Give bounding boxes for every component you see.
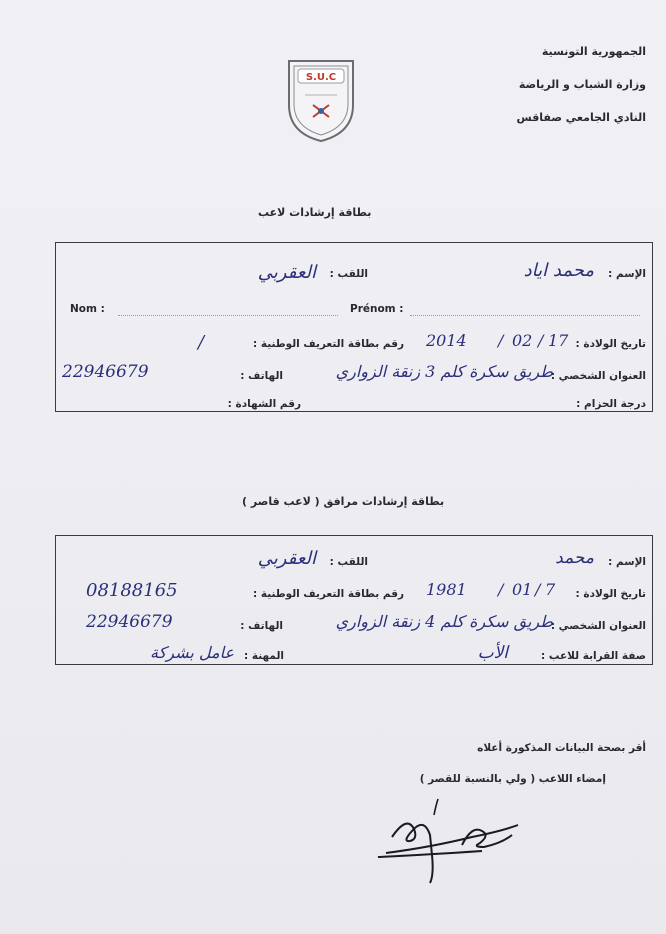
guardian-birth-slash1: /	[535, 580, 541, 599]
guardian-id-label: رقم بطاقة التعريف الوطنية :	[252, 588, 404, 600]
guardian-phone-value: 22946679	[86, 612, 173, 632]
player-birth-slash2: /	[498, 331, 504, 350]
player-address-value: طريق سكرة كلم 3 زنقة الزواري	[335, 362, 553, 381]
player-birth-year: 2014	[426, 331, 467, 350]
guardian-relation-label: صفة القرابة للاعب :	[541, 650, 646, 662]
guardian-birth-label: تاريخ الولادة :	[575, 588, 646, 600]
guardian-address-value: طريق سكرة كلم 4 زنقة الزواري	[335, 612, 553, 631]
player-nom-line	[118, 314, 338, 316]
guardian-birth-month: 01	[512, 580, 533, 599]
player-id-value: /	[198, 332, 205, 353]
signature-label: إمضاء اللاعب ( ولي بالنسبة للقصر )	[419, 773, 606, 785]
header-republic: الجمهورية التونسية	[541, 45, 646, 58]
player-id-label: رقم بطاقة التعريف الوطنية :	[252, 338, 404, 350]
header-ministry: وزارة الشباب و الرياضة	[518, 78, 646, 91]
guardian-job-label: المهنة :	[243, 650, 284, 662]
guardian-name-label: الإسم :	[608, 556, 646, 568]
player-birth-day: 17	[548, 331, 569, 350]
handwritten-signature	[372, 795, 522, 890]
player-prenom-label: Prénom :	[350, 303, 404, 315]
guardian-phone-label: الهاتف :	[240, 620, 283, 632]
guardian-birth-year: 1981	[426, 580, 467, 599]
guardian-birth-slash2: /	[498, 580, 504, 599]
guardian-relation-value: الأب	[477, 643, 508, 663]
player-belt-label: درجة الحزام :	[576, 398, 646, 410]
player-surname-label: اللقب :	[329, 268, 368, 280]
player-nom-label: Nom :	[70, 303, 105, 315]
player-phone-value: 22946679	[62, 362, 149, 382]
player-birth-month: 02	[512, 331, 533, 350]
guardian-job-value: عامل بشركة	[150, 643, 234, 662]
header-club: النادي الجامعي صفاقس	[516, 111, 646, 124]
player-name-label: الإسم :	[608, 268, 646, 280]
player-name-value: محمد اياد	[523, 260, 594, 281]
guardian-address-label: العنوان الشخصي :	[550, 620, 646, 632]
declaration-text: أقر بصحة البيانات المذكورة أعلاه	[477, 742, 646, 754]
guardian-surname-label: اللقب :	[329, 556, 368, 568]
logo-text: S.U.C	[305, 72, 337, 83]
player-birth-label: تاريخ الولادة :	[575, 338, 646, 350]
player-surname-value: العقربي	[257, 262, 316, 283]
player-phone-label: الهاتف :	[240, 370, 283, 382]
player-card-title: بطاقة إرشادات لاعب	[258, 206, 372, 219]
guardian-birth-day: 7	[545, 580, 556, 599]
club-logo	[283, 55, 359, 145]
guardian-card-title: بطاقة إرشادات مرافق ( لاعب قاصر )	[242, 495, 445, 508]
player-cert-label: رقم الشهادة :	[227, 398, 301, 410]
player-birth-slash1: /	[538, 331, 544, 350]
player-address-label: العنوان الشخصي :	[550, 370, 646, 382]
player-prenom-line	[410, 314, 640, 316]
guardian-surname-value: العقربي	[257, 548, 316, 569]
guardian-id-value: 08188165	[86, 580, 178, 601]
guardian-name-value: محمد	[555, 548, 594, 568]
